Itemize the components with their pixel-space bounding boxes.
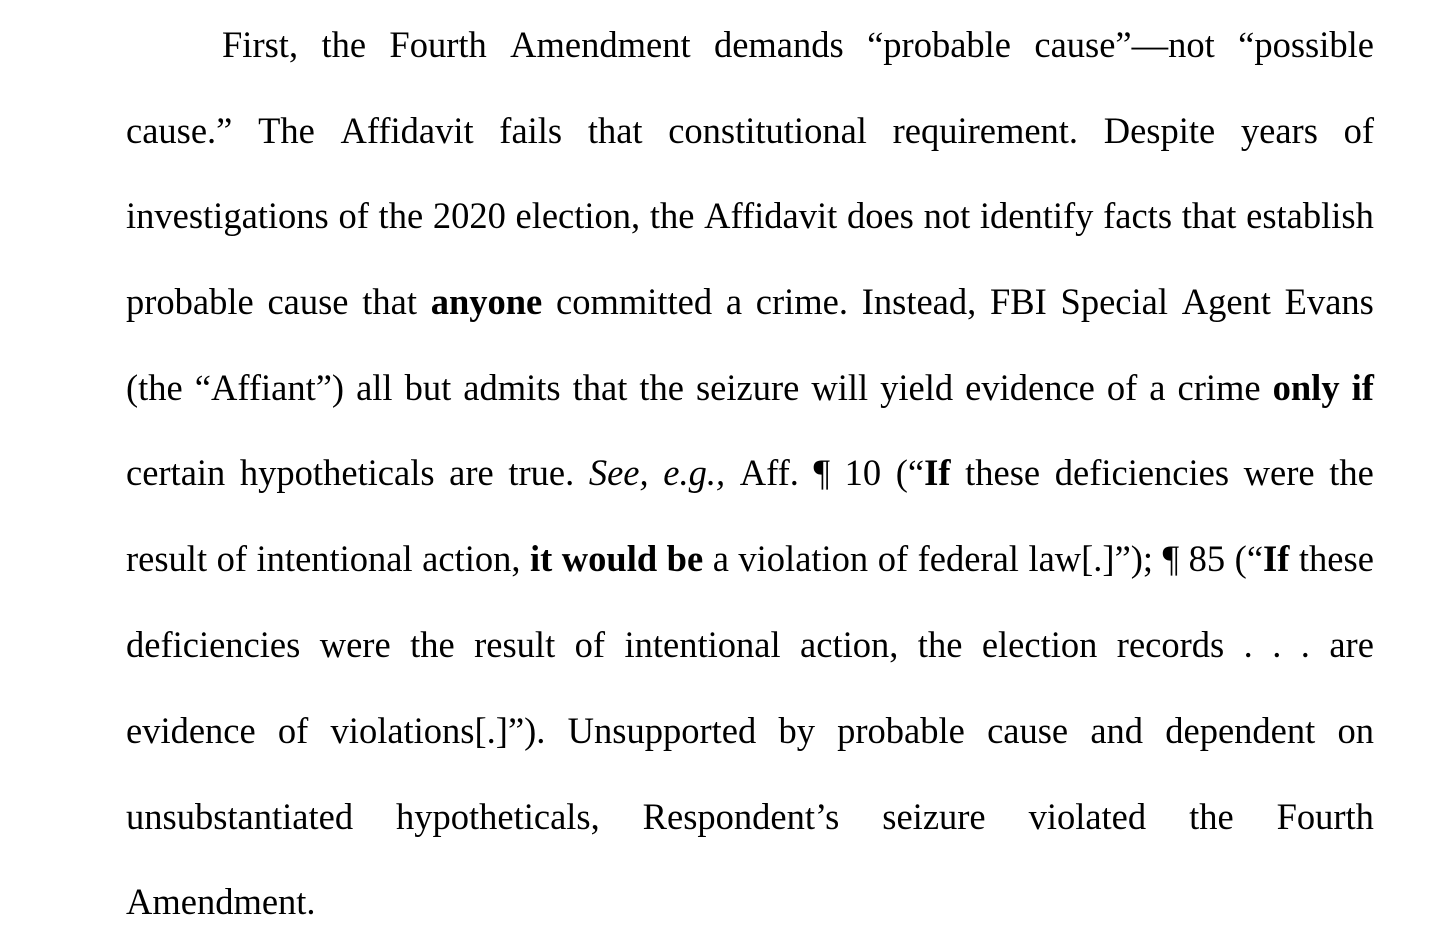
paragraph-line (126, 792, 1374, 842)
word: the (1189, 796, 1234, 837)
word: the (1329, 452, 1374, 493)
word: result (126, 538, 208, 579)
word-part: (“ (895, 452, 925, 493)
word: action, (422, 538, 521, 579)
word: “probable (867, 24, 1011, 65)
word: Affidavit (704, 195, 838, 236)
word: law[.]”); (1028, 538, 1154, 579)
word: Fourth (1276, 796, 1374, 837)
word: were (1243, 452, 1315, 493)
word: violated (1028, 796, 1147, 837)
word: intentional (624, 624, 781, 665)
word: hypotheticals, (396, 796, 600, 837)
word: of (574, 624, 606, 665)
word: (the (126, 367, 183, 408)
word: intentional (256, 538, 413, 579)
word: evidence (126, 710, 256, 751)
paragraph-line (126, 20, 1374, 70)
word: “possible (1238, 24, 1374, 65)
word: records (1116, 624, 1225, 665)
word: identify (979, 195, 1094, 236)
paragraph-line (126, 191, 1374, 241)
word: seizure (695, 367, 800, 408)
word: Unsupported (567, 710, 757, 751)
word: fails (499, 110, 563, 151)
word: 10 (844, 452, 882, 493)
word: constitutional (668, 110, 867, 151)
word: but (404, 367, 452, 408)
word: the (410, 624, 455, 665)
word: Despite (1103, 110, 1216, 151)
word: that (587, 110, 643, 151)
word: certain (126, 452, 226, 493)
word: 2020 (432, 195, 506, 236)
word: Aff. (739, 452, 799, 493)
word: Special (1060, 281, 1168, 322)
word: the (917, 624, 963, 665)
word: federal (917, 538, 1019, 579)
word: it (529, 538, 553, 579)
word: that (1181, 195, 1237, 236)
word: be (666, 538, 704, 579)
paragraph-line (126, 277, 1374, 327)
word: Amendment (510, 24, 691, 65)
paragraph-line (126, 448, 1374, 498)
word: . (1300, 624, 1310, 665)
word: unsubstantiated (126, 796, 354, 837)
word: all (356, 367, 393, 408)
word: investigations (126, 195, 329, 236)
word: of (216, 538, 248, 579)
word: of (877, 538, 909, 579)
word: First, (222, 24, 299, 65)
word: See, (588, 452, 649, 493)
word: these (1298, 538, 1374, 579)
word: true. (508, 452, 575, 493)
paragraph-line (126, 706, 1374, 756)
paragraph-line (126, 620, 1374, 670)
word: Agent (1181, 281, 1271, 322)
word: the (649, 195, 695, 236)
word: ¶ (1162, 538, 1180, 579)
word: facts (1103, 195, 1173, 236)
word: deficiencies (1054, 452, 1230, 493)
word: result (474, 624, 556, 665)
word: e.g., (663, 452, 726, 493)
word: requirement. (892, 110, 1079, 151)
word: seizure (882, 796, 986, 837)
word: the (378, 195, 424, 236)
word: demands (713, 24, 844, 65)
word: Fourth (389, 24, 487, 65)
word: were (319, 624, 391, 665)
word: cause”—not (1034, 24, 1215, 65)
word: of (1106, 367, 1138, 408)
word: FBI (990, 281, 1047, 322)
word: the (639, 367, 684, 408)
word: establish (1246, 195, 1374, 236)
word: deficiencies (126, 624, 301, 665)
word: dependent (1165, 710, 1316, 751)
paragraph-line (126, 106, 1374, 156)
word: committed (556, 281, 713, 322)
word: ¶ (813, 452, 831, 493)
word: Respondent’s (642, 796, 840, 837)
word: if (1351, 367, 1374, 408)
paragraph-line (126, 534, 1374, 584)
word (1235, 534, 1290, 584)
word: years (1240, 110, 1318, 151)
word: that (362, 281, 417, 322)
word: crime. (755, 281, 848, 322)
word: are (449, 452, 494, 493)
word: a (712, 538, 729, 579)
word: Instead, (861, 281, 977, 322)
word: will (811, 367, 869, 408)
word: are (1329, 624, 1374, 665)
word: that (572, 367, 628, 408)
paragraph-line (126, 363, 1374, 413)
word-part: If (1263, 538, 1290, 579)
word: The (258, 110, 315, 151)
word: and (1090, 710, 1144, 751)
word: anyone (430, 281, 543, 322)
word: Amendment. (126, 881, 316, 922)
word: probable (837, 710, 965, 751)
word: cause (267, 281, 349, 322)
word: cause.” (126, 110, 233, 151)
word: action, (800, 624, 899, 665)
word: violations[.]”). (330, 710, 546, 751)
word: Affidavit (340, 110, 474, 151)
word: by (778, 710, 815, 751)
word: of (338, 195, 369, 236)
word: a (1149, 367, 1166, 408)
word: 85 (1188, 538, 1226, 579)
word (896, 448, 951, 498)
word: would (561, 538, 658, 579)
word: a (725, 281, 743, 322)
word-part: If (924, 452, 951, 493)
word: not (923, 195, 971, 236)
word: of (277, 710, 309, 751)
word: cause (987, 710, 1069, 751)
word: these (965, 452, 1041, 493)
word: . (1243, 624, 1253, 665)
word: evidence (965, 367, 1095, 408)
word: violation (738, 538, 869, 579)
word: “Affiant”) (194, 367, 345, 408)
word: . (1272, 624, 1282, 665)
word: only (1272, 367, 1340, 408)
word: admits (463, 367, 561, 408)
word: election, (515, 195, 641, 236)
word: yield (880, 367, 954, 408)
word: on (1337, 710, 1374, 751)
paragraph-line (126, 877, 1374, 927)
word-part: (“ (1234, 538, 1264, 579)
word: crime (1177, 367, 1261, 408)
word: of (1343, 110, 1374, 151)
word: the (321, 24, 367, 65)
word: hypotheticals (239, 452, 435, 493)
word: election (981, 624, 1098, 665)
word: probable (126, 281, 254, 322)
word: does (846, 195, 914, 236)
word: Evans (1284, 281, 1374, 322)
